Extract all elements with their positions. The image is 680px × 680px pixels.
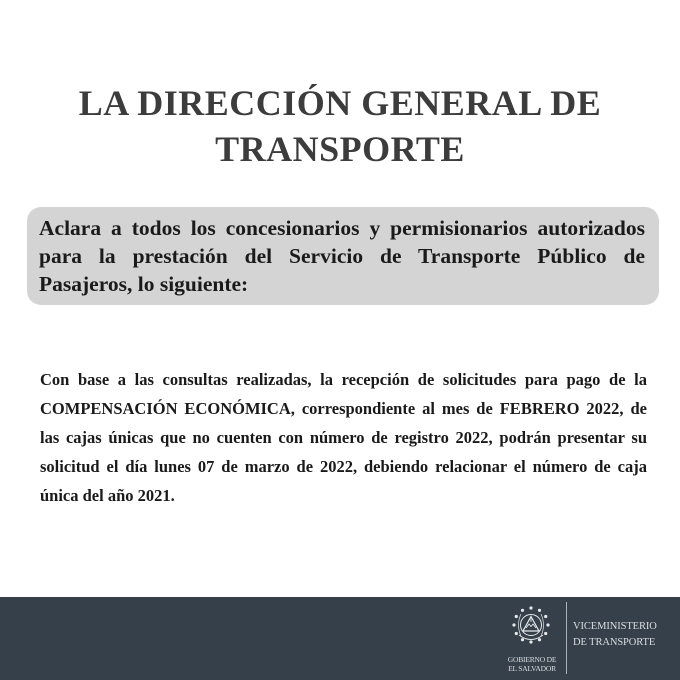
gov-line-2: EL SALVADOR xyxy=(508,663,556,673)
title-line-2: TRANSPORTE xyxy=(215,129,465,169)
coat-of-arms-icon xyxy=(502,604,560,654)
body-paragraph: Con base a las consultas realizadas, la recepción de solicitudes para pago de la COMPENSACIÓN ECONÓMICA, correspondiente al mes de FEBRERO 2022, de las cajas únicas que no cuenten con número de registro 2022, podrán presentar su solicitud el día lunes 07 de marzo de 2022, debiendo relacionar el número de caja única del año 2021. xyxy=(40,370,647,505)
page-title xyxy=(0,80,680,172)
government-label xyxy=(494,656,570,673)
gov-line-1: GOBIERNO DE xyxy=(507,655,557,664)
vice-line-2: DE TRANSPORTE xyxy=(573,637,656,648)
viceministry-label xyxy=(573,619,677,651)
highlight-box xyxy=(27,207,659,305)
vice-line-1: VICEMINISTERIO xyxy=(573,621,657,632)
footer-divider xyxy=(566,602,567,674)
title-line-1: LA DIRECCIÓN GENERAL DE xyxy=(78,83,602,123)
highlight-text: Aclara a todos los concesionarios y permisionarios autorizados para la prestación del Servicio de Transporte Público de Pasajeros, lo siguiente: xyxy=(39,216,645,296)
